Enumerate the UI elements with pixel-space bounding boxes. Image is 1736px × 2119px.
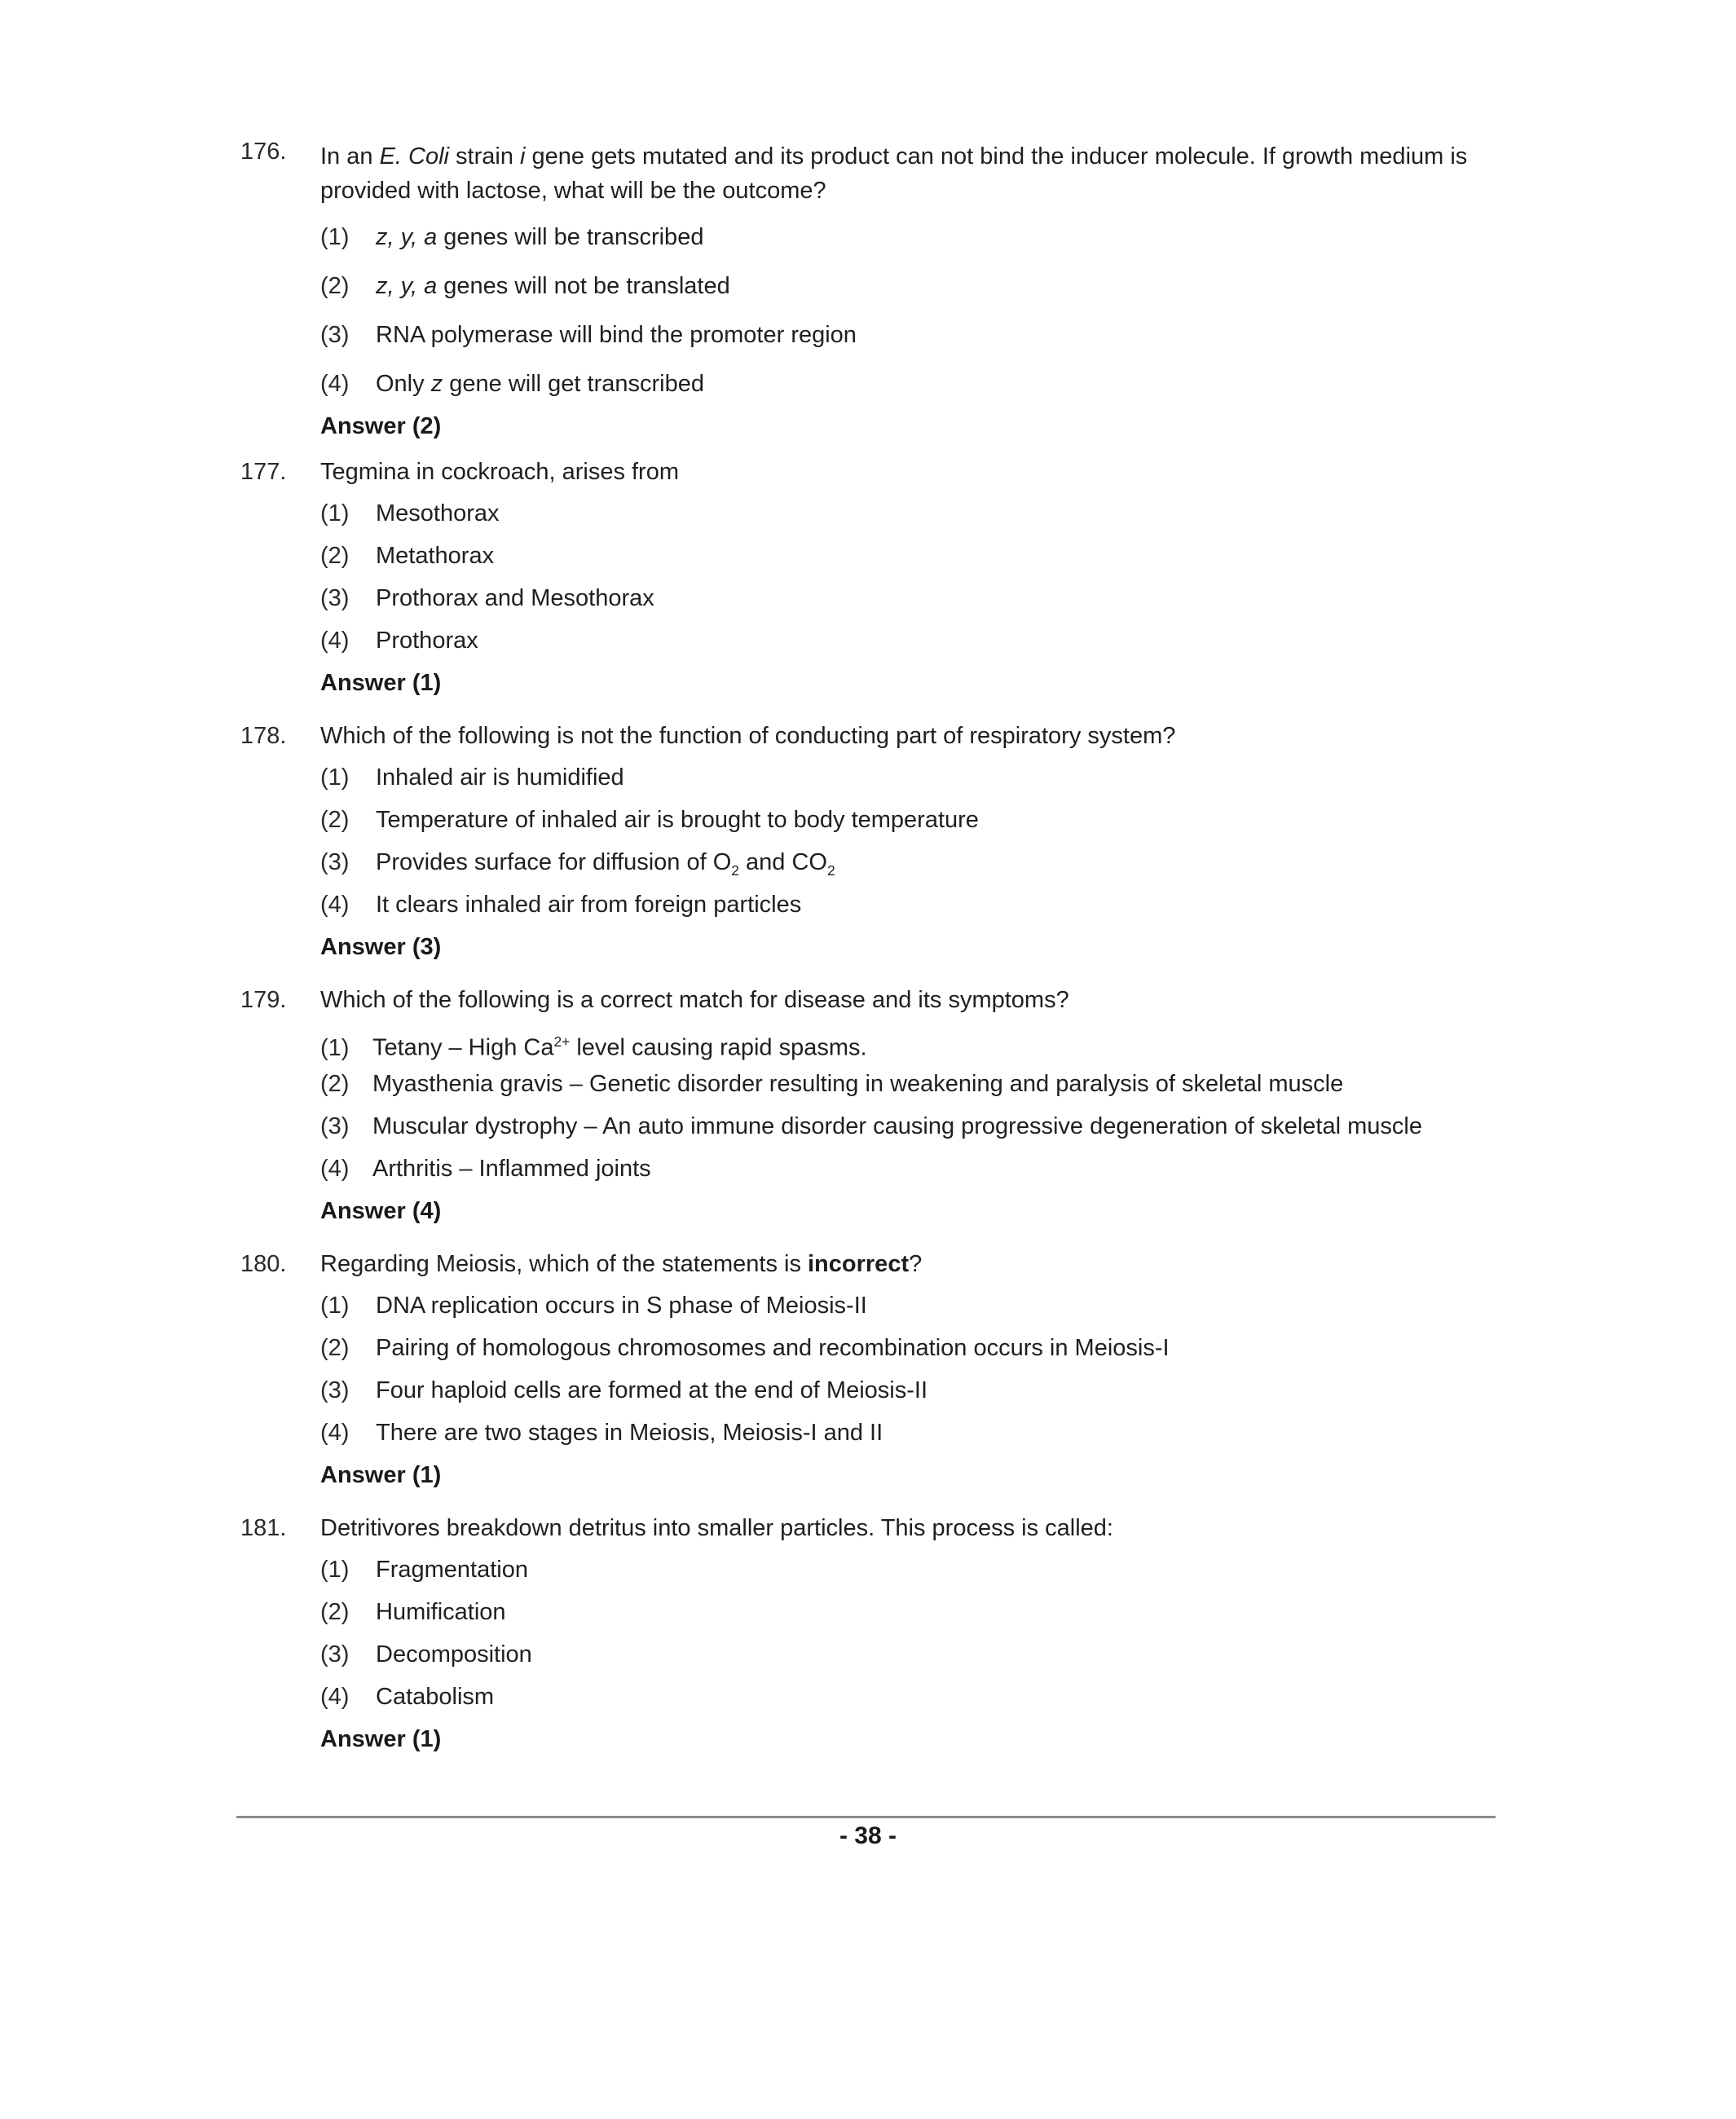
question-number: 181. bbox=[240, 1515, 287, 1541]
option-2: (2) Temperature of inhaled air is brought to body temperature bbox=[320, 807, 979, 833]
option-3: (3) Decomposition bbox=[320, 1641, 532, 1667]
question-text: Detritivores breakdown detritus into smaller particles. This process is called: bbox=[320, 1515, 1113, 1541]
option-4: (4) There are two stages in Meiosis, Meiosis-I and II bbox=[320, 1420, 883, 1446]
footer-divider bbox=[236, 1816, 1496, 1818]
page-number: - 38 - bbox=[839, 1822, 897, 1849]
option-3: (3) Four haploid cells are formed at the end of Meiosis-II bbox=[320, 1377, 927, 1403]
question-number: 177. bbox=[240, 459, 287, 485]
question-number: 180. bbox=[240, 1251, 287, 1277]
answer-label: Answer (1) bbox=[320, 1462, 442, 1488]
option-2: (2) Metathorax bbox=[320, 543, 495, 569]
option-1: (1) Mesothorax bbox=[320, 500, 500, 526]
option-4: (4) Arthritis – Inflammed joints bbox=[320, 1156, 651, 1182]
option-1: (1) z, y, a genes will be transcribed bbox=[320, 224, 704, 250]
question-number: 179. bbox=[240, 987, 287, 1013]
option-1: (1) DNA replication occurs in S phase of Meiosis-II bbox=[320, 1293, 867, 1319]
answer-label: Answer (4) bbox=[320, 1198, 442, 1224]
answer-label: Answer (1) bbox=[320, 670, 442, 696]
option-1: (1) Fragmentation bbox=[320, 1557, 528, 1583]
option-2: (2) Myasthenia gravis – Genetic disorder resulting in weakening and paralysis of skeletal muscle bbox=[320, 1071, 1344, 1097]
option-4: (4) Prothorax bbox=[320, 628, 478, 654]
option-4: (4) Catabolism bbox=[320, 1684, 495, 1710]
answer-label: Answer (1) bbox=[320, 1726, 442, 1752]
option-2: (2) Pairing of homologous chromosomes and recombination occurs in Meiosis-I bbox=[320, 1335, 1170, 1361]
option-4: (4) Only z gene will get transcribed bbox=[320, 371, 704, 397]
option-3: (3) Provides surface for diffusion of $O_2$ and $CO_2$ bbox=[320, 849, 835, 879]
question-number: 178. bbox=[240, 723, 287, 749]
option-3: (3) Prothorax and Mesothorax bbox=[320, 585, 654, 611]
question-text: Regarding Meiosis, which of the statements is incorrect? bbox=[320, 1251, 923, 1277]
question-text: Which of the following is not the function of conducting part of respiratory system? bbox=[320, 723, 1176, 749]
question-number: 176. bbox=[240, 139, 287, 165]
question-text: Tegmina in cockroach, arises from bbox=[320, 459, 679, 485]
option-1: (1) Tetany – High $Ca^{2+}$ level causing rapid spasms. bbox=[320, 1033, 867, 1061]
option-2: (2) z, y, a genes will not be translated bbox=[320, 273, 730, 299]
question-text: Which of the following is a correct match for disease and its symptoms? bbox=[320, 987, 1069, 1013]
option-1: (1) Inhaled air is humidified bbox=[320, 764, 624, 791]
option-4: (4) It clears inhaled air from foreign particles bbox=[320, 892, 802, 918]
answer-label: Answer (2) bbox=[320, 413, 442, 439]
option-3: (3) Muscular dystrophy – An auto immune disorder causing progressive degeneration of skeletal muscle bbox=[320, 1113, 1422, 1139]
option-3: (3) RNA polymerase will bind the promoter region bbox=[320, 322, 857, 348]
question-text: In an E. Coli strain i gene gets mutated and its product can not bind the inducer molecule. If growth medium is provided with lactose, what will be the outcome? bbox=[320, 143, 1468, 204]
option-2: (2) Humification bbox=[320, 1599, 506, 1625]
answer-label: Answer (3) bbox=[320, 934, 442, 960]
